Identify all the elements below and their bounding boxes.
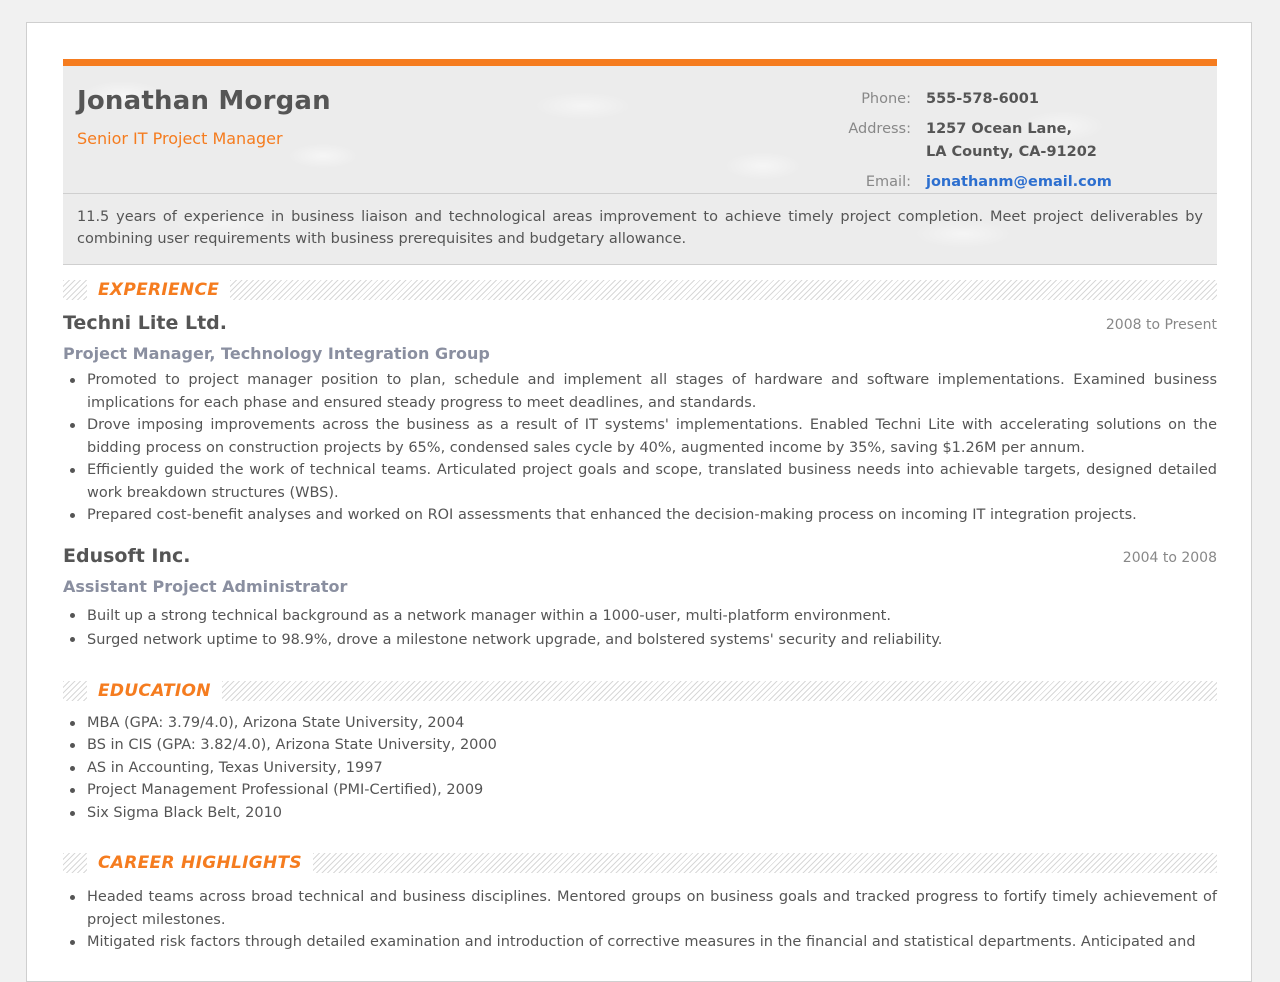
job-entry (63, 545, 1217, 652)
list-item: Six Sigma Black Belt, 2010 (63, 802, 1217, 825)
hatch-decoration (313, 853, 1217, 873)
list-item: Surged network uptime to 98.9%, drove a milestone network upgrade, and bolstered systems' security and reliability. (63, 628, 1217, 652)
list-item: Mitigated risk factors through detailed examination and introduction of corrective measures in the financial and statistical departments. Anticipated and (63, 931, 1217, 954)
address-line-1: 1257 Ocean Lane, (926, 121, 1073, 137)
company-name: Techni Lite Ltd. (63, 312, 227, 334)
accent-bar (63, 59, 1217, 66)
list-item: MBA (GPA: 3.79/4.0), Arizona State University, 2004 (63, 712, 1217, 735)
job-header (63, 312, 1217, 334)
contact-address-row (803, 118, 1213, 164)
list-item: Drove imposing improvements across the business as a result of IT systems' implementations. Enabled Techni Lite with accelerating solutions on the bidding process on construction projects by 65%, condensed sales cycle by 40%, augmented income by 35%, saving $1.26M per annum. (63, 414, 1217, 459)
highlights-title: CAREER HIGHLIGHTS (98, 853, 302, 873)
phone-label: Phone: (861, 91, 911, 107)
hatch-decoration (63, 280, 87, 300)
list-item: AS in Accounting, Texas University, 1997 (63, 757, 1217, 780)
list-item: Prepared cost-benefit analyses and worked on ROI assessments that enhanced the decision-making process on incoming IT integration projects. (63, 504, 1217, 527)
list-item: Efficiently guided the work of technical teams. Articulated project goals and scope, translated business needs into achievable targets, designed detailed work breakdown structures (WBS). (63, 459, 1217, 504)
address-line-2: LA County, CA-91202 (926, 144, 1097, 160)
resume-header (63, 66, 1217, 194)
email-link[interactable]: jonathanm@email.com (926, 174, 1112, 190)
job-entry (63, 312, 1217, 527)
hatch-decoration (222, 681, 1217, 701)
list-item: Built up a strong technical background as a network manager within a 1000-user, multi-platform environment. (63, 604, 1217, 628)
job-dates: 2008 to Present (1105, 317, 1217, 333)
highlights-list (63, 886, 1217, 954)
candidate-name: Jonathan Morgan (77, 86, 331, 116)
hatch-decoration (63, 853, 87, 873)
contact-phone-row (803, 88, 1213, 111)
job-role: Project Manager, Technology Integration Group (63, 344, 490, 363)
list-item: Headed teams across broad technical and business disciplines. Mentored groups on business goals and tracked progress to fortify timely achievement of project milestones. (63, 886, 1217, 931)
email-label: Email: (865, 174, 911, 190)
resume-content (63, 59, 1217, 954)
hatch-decoration (63, 681, 87, 701)
hatch-decoration (230, 280, 1217, 300)
summary-text: 11.5 years of experience in business liaison and technological areas improvement to achieve timely project completion. Meet project deliverables by combining user requirements with business prerequisites and budgetary allowance. (63, 194, 1217, 265)
job-header (63, 545, 1217, 567)
address-value (926, 118, 1097, 164)
company-name: Edusoft Inc. (63, 544, 191, 567)
resume-page (26, 22, 1252, 982)
contact-block (803, 88, 1213, 201)
contact-email-row (803, 171, 1213, 194)
job-bullets (63, 369, 1217, 527)
list-item: BS in CIS (GPA: 3.82/4.0), Arizona State University, 2000 (63, 734, 1217, 757)
experience-heading (63, 279, 1217, 301)
education-title: EDUCATION (98, 680, 211, 701)
candidate-title: Senior IT Project Manager (77, 129, 283, 148)
job-bullets (63, 604, 1217, 652)
education-heading (63, 680, 1217, 702)
list-item: Promoted to project manager position to plan, schedule and implement all stages of hardware and software implementations. Examined business implications for each phase and ensured steady progress to meet deadlines, and standards. (63, 369, 1217, 414)
experience-title: EXPERIENCE (98, 280, 220, 300)
address-label: Address: (848, 121, 911, 137)
education-list (63, 712, 1217, 825)
highlights-heading (63, 852, 1217, 874)
job-dates: 2004 to 2008 (1122, 549, 1217, 566)
list-item: Project Management Professional (PMI-Certified), 2009 (63, 779, 1217, 802)
job-role: Assistant Project Administrator (63, 576, 348, 596)
phone-value: 555-578-6001 (926, 91, 1039, 107)
